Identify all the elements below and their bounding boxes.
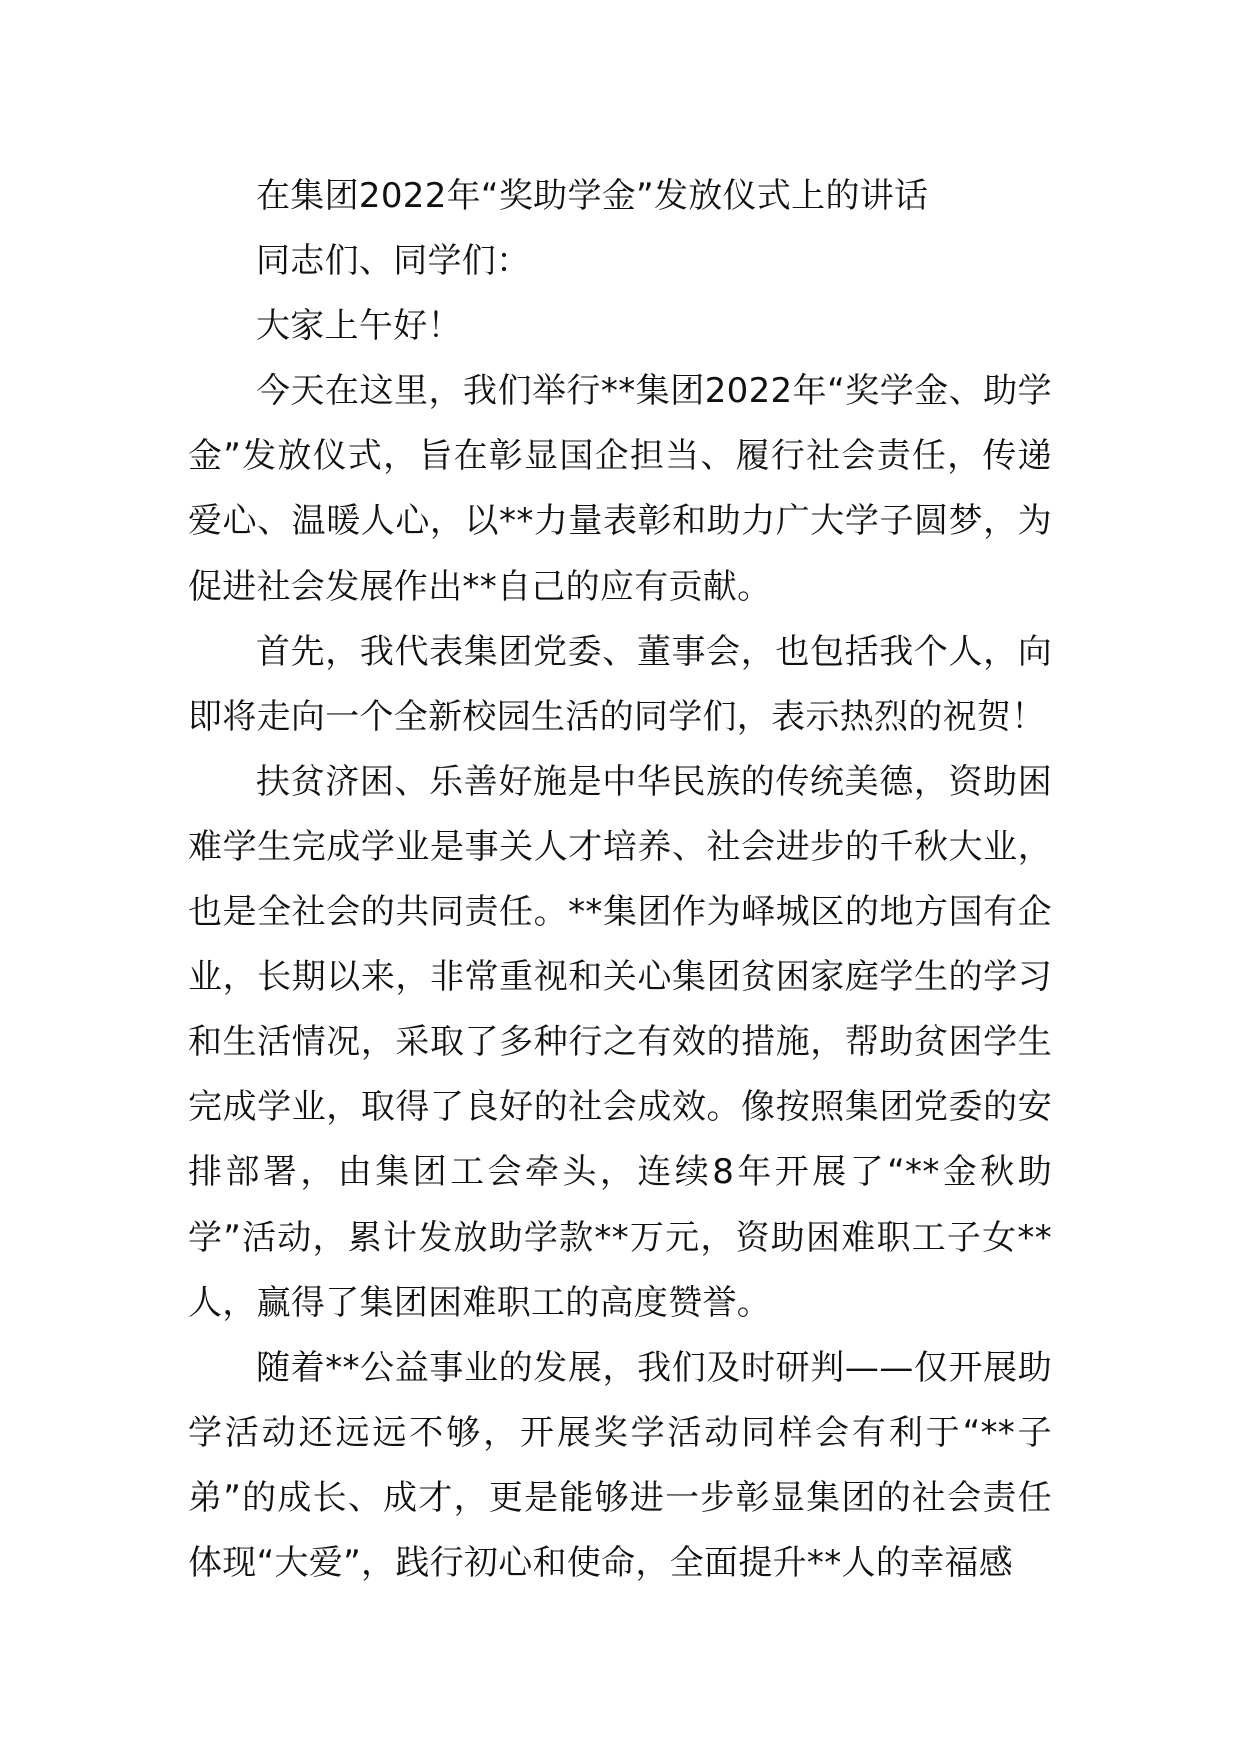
greeting: 大家上午好！ (256, 306, 462, 347)
salutation: 同志们、同学们： (256, 241, 531, 282)
paragraph-poverty-aid: 扶贫济困、乐善好施是中华民族的传统美德，资助困难学生完成学业是事关人才培养、社会进步的千秋大业，也是全社会的共同责任。**集团作为峄城区的地方国有企业，长期以来，非常重视和关心集团贫困家庭学生的学习和生活情况，采取了多种行之有效的措施，帮助贫困学生完成学业，取得了良好的社会成效。像按照集团党委的安排部署，由集团工会牵头，连续8年开展了“**金秋助学”活动，累计发放助学款**万元，资助困难职工子女**人，赢得了集团困难职工的高度赞誉。 (188, 761, 1052, 1323)
document-body (188, 164, 1052, 1596)
speech-title: 在集团2022年“奖助学金”发放仪式上的讲话 (256, 176, 929, 216)
paragraph-congratulations: 首先，我代表集团党委、董事会，也包括我个人，向即将走向一个全新校园生活的同学们，表示热烈的祝贺！ (188, 631, 1052, 737)
paragraph-opening: 今天在这里，我们举行**集团2022年“奖学金、助学金”发放仪式，旨在彰显国企担当、履行社会责任，传递爱心、温暖人心，以**力量表彰和助力广大学子圆梦，为促进社会发展作出**自己的应有贡献。 (188, 371, 1052, 607)
paragraph-scholarship-development: 随着**公益事业的发展，我们及时研判——仅开展助学活动还远远不够，开展奖学活动同样会有利于“**子弟”的成长、成才，更是能够进一步彰显集团的社会责任体现“大爱”，践行初心和使命，全面提升**人的幸福感 (188, 1347, 1052, 1583)
